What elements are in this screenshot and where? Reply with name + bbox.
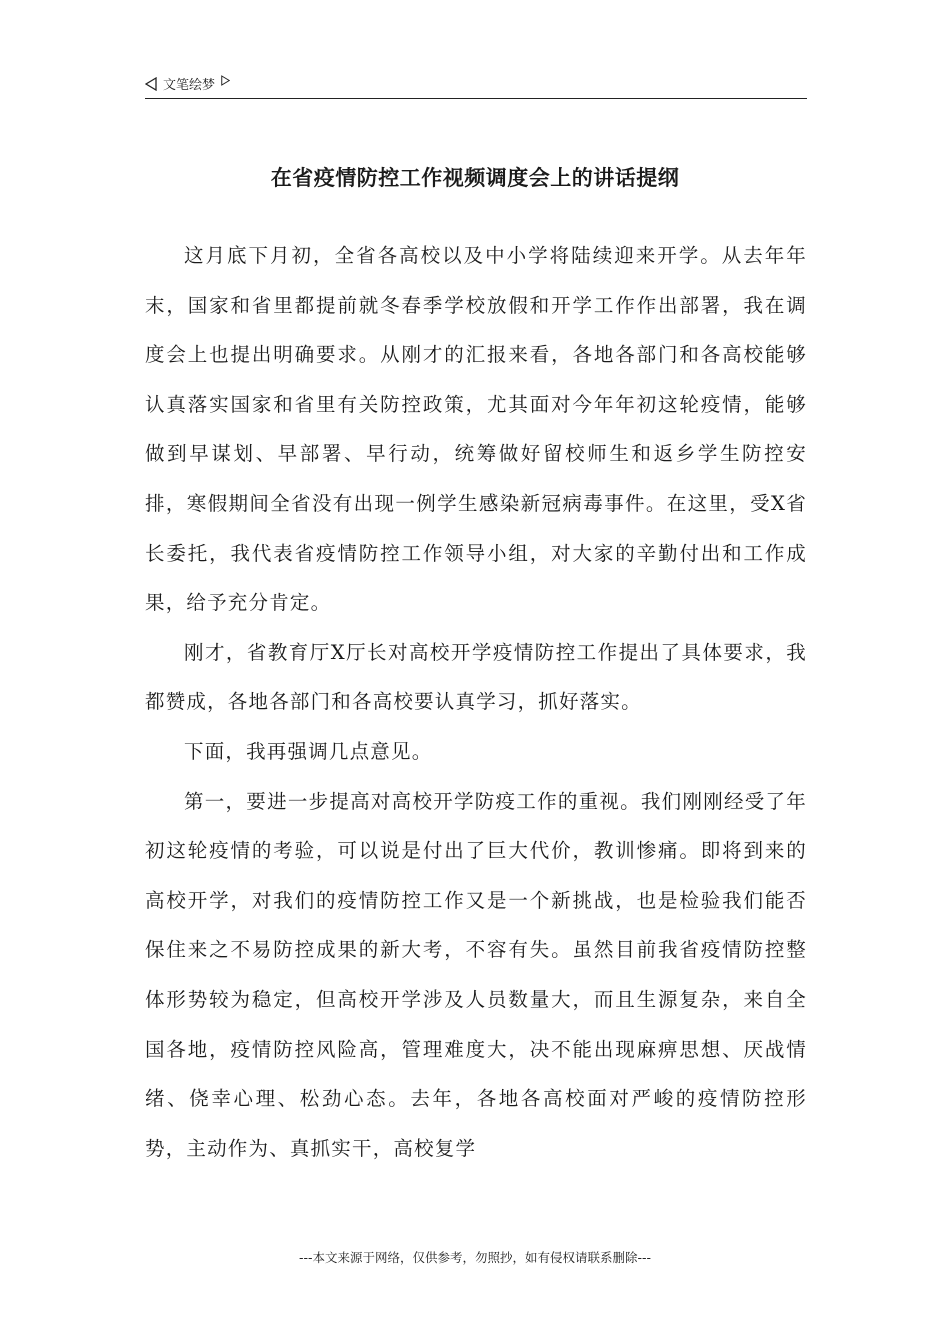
paragraph: 第一，要进一步提高对高校开学防疫工作的重视。我们刚刚经受了年初这轮疫情的考验，可以说是付出了巨大代价，教训惨痛。即将到来的高校开学，对我们的疫情防控工作又是一个新挑战，也是检验我们能否保住来之不易防控成果的新大考，不容有失。虽然目前我省疫情防控整体形势较为稳定，但高校开学涉及人员数量大，而且生源复杂，来自全国各地，疫情防控风险高，管理难度大，决不能出现麻痹思想、厌战情绪、侥幸心理、松劲心态。去年，各地各高校面对严峻的疫情防控形势，主动作为、真抓实干，高校复学 bbox=[145, 789, 807, 1160]
paragraph: 下面，我再强调几点意见。 bbox=[184, 739, 433, 763]
footer-notice: ---本文来源于网络，仅供参考，勿照抄，如有侵权请联系删除--- bbox=[298, 1250, 652, 1265]
page-header bbox=[145, 74, 807, 99]
triangle-right-icon bbox=[221, 75, 230, 86]
brand-label: 文笔绘梦 bbox=[163, 78, 216, 93]
paragraph: 刚才，省教育厅X厅长对高校开学疫情防控工作提出了具体要求，我都赞成，各地各部门和各高校要认真学习，抓好落实。 bbox=[145, 640, 807, 714]
triangle-left-icon bbox=[145, 77, 157, 91]
paragraph: 这月底下月初，全省各高校以及中小学将陆续迎来开学。从去年年末，国家和省里都提前就冬春季学校放假和开学工作作出部署，我在调度会上也提出明确要求。从刚才的汇报来看，各地各部门和各高校能够认真落实国家和省里有关防控政策，尤其面对今年年初这轮疫情，能够做到早谋划、早部署、早行动，统筹做好留校师生和返乡学生防控安排，寒假期间全省没有出现一例学生感染新冠病毒事件。在这里，受X省长委托，我代表省疫情防控工作领导小组，对大家的辛勤付出和工作成果，给予充分肯定。 bbox=[145, 244, 807, 615]
document-title: 在省疫情防控工作视频调度会上的讲话提纲 bbox=[270, 166, 680, 190]
header-brand bbox=[145, 74, 230, 93]
document-body bbox=[145, 231, 807, 1173]
